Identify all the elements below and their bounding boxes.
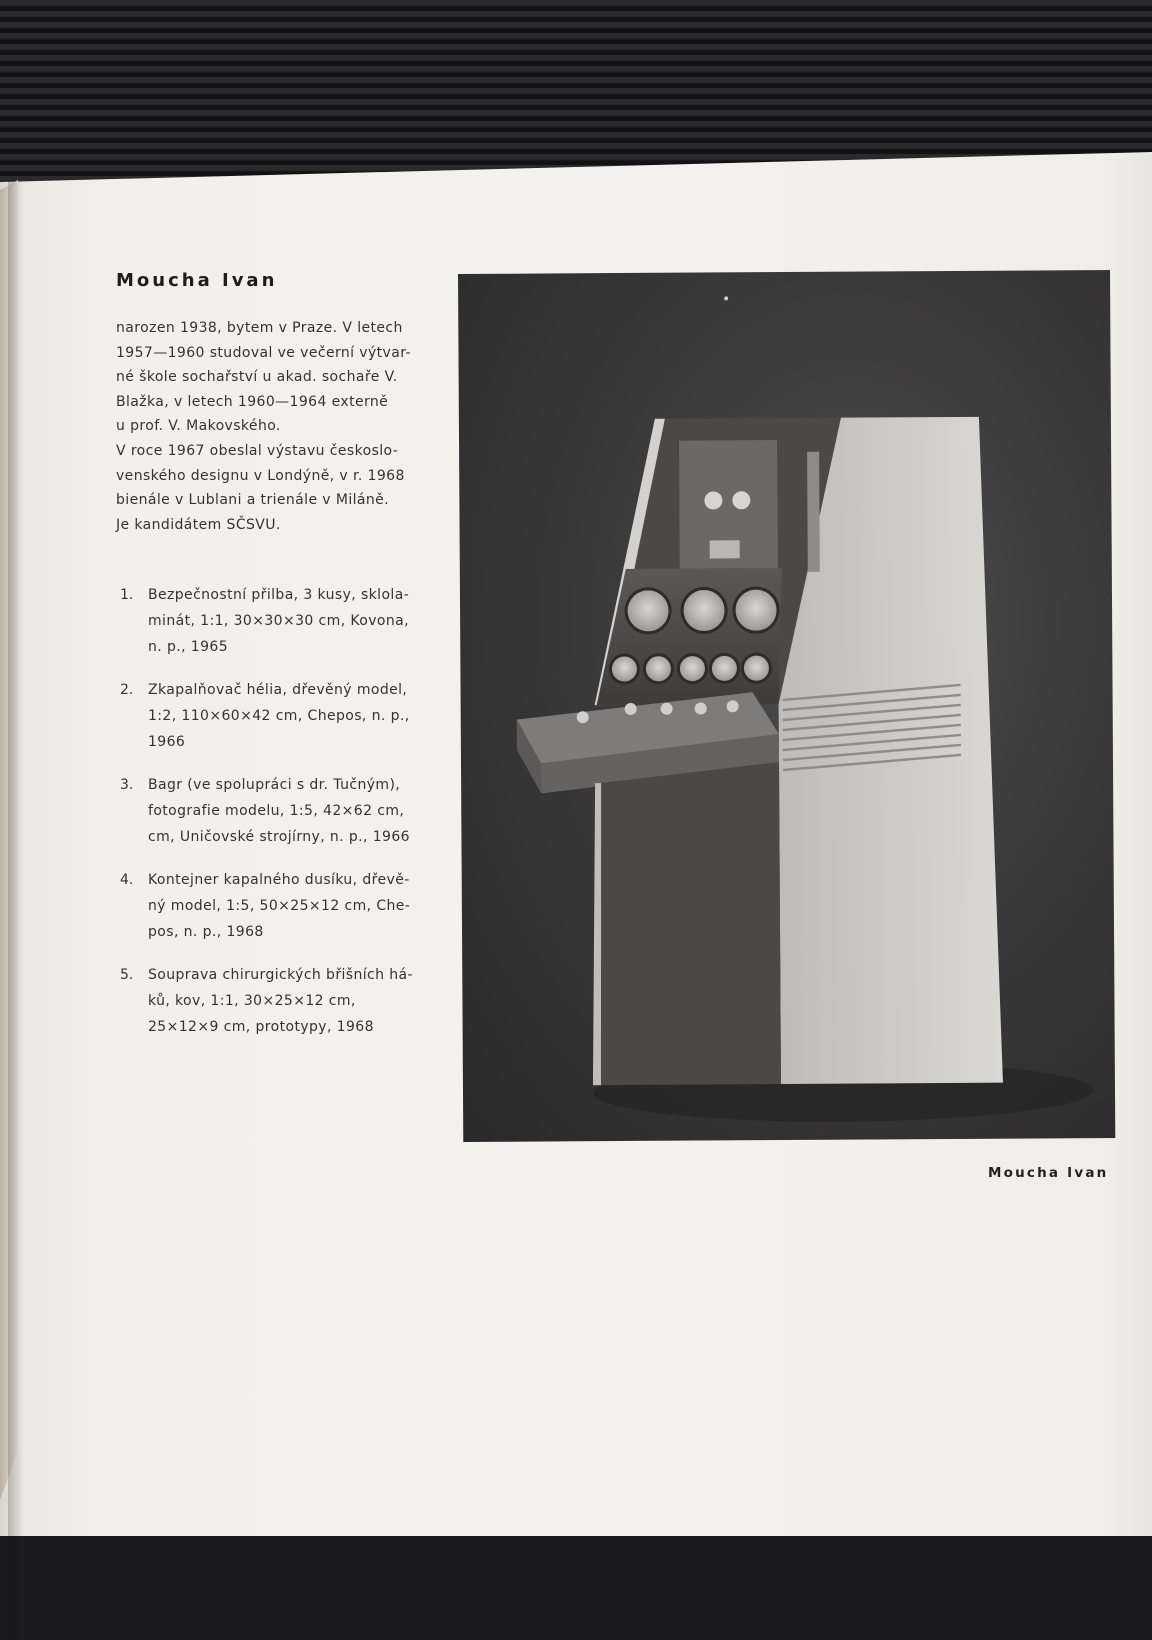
work-number: 3. — [120, 777, 134, 793]
bio-line: u prof. V. Makovského. — [116, 418, 281, 435]
work-line: Kontejner kapalného dusíku, dřevě- — [148, 872, 410, 888]
work-item — [116, 677, 441, 755]
gauge-icon — [626, 589, 670, 633]
photo-caption: Moucha Ivan — [988, 1165, 1109, 1181]
bio-line: bienále v Lublani a trienále v Miláně. — [116, 492, 390, 509]
work-number: 5. — [120, 967, 134, 983]
work-item — [116, 772, 441, 850]
upper-knob-icon — [704, 491, 722, 509]
dust-speck — [724, 296, 728, 300]
work-item — [116, 962, 441, 1040]
bio-line: 1957—1960 studoval ve večerní výtvar- — [116, 344, 411, 361]
photo-illustration — [458, 270, 1115, 1142]
author-heading: Moucha Ivan — [116, 270, 278, 291]
gauge-icon — [682, 588, 726, 632]
small-gauge-icon — [678, 654, 706, 682]
desk-knob-icon — [695, 702, 707, 714]
work-line: Zkapalňovač hélia, dřevěný model, — [148, 682, 408, 698]
work-line: minát, 1:1, 30×30×30 cm, Kovona, — [148, 613, 409, 629]
work-line: cm, Uničovské strojírny, n. p., 1966 — [148, 829, 410, 845]
small-gauge-icon — [644, 655, 672, 683]
work-line: ný model, 1:5, 50×25×12 cm, Che- — [148, 898, 411, 914]
work-line: ků, kov, 1:1, 30×25×12 cm, — [148, 993, 356, 1009]
work-line: Bagr (ve spolupráci s dr. Tučným), — [148, 777, 401, 793]
desk-knob-icon — [625, 703, 637, 715]
work-line: Bezpečnostní přilba, 3 kusy, sklola- — [148, 587, 410, 603]
work-line: pos, n. p., 1968 — [148, 924, 264, 940]
toggle-switch-icon — [710, 540, 740, 558]
work-line: 1966 — [148, 734, 186, 750]
work-line: n. p., 1965 — [148, 639, 229, 655]
work-line: 1:2, 110×60×42 cm, Chepos, n. p., — [148, 708, 410, 724]
work-line: Souprava chirurgických břišních há- — [148, 967, 413, 983]
bio-line: Blažka, v letech 1960—1964 externě — [116, 393, 389, 410]
desk-knob-icon — [661, 703, 673, 715]
cabinet-base — [591, 762, 781, 1085]
console-cabinet-photo — [458, 270, 1115, 1142]
work-line: fotografie modelu, 1:5, 42×62 cm, — [148, 803, 405, 819]
work-number: 2. — [120, 682, 134, 698]
work-number: 1. — [120, 587, 134, 603]
indicator-strip — [807, 452, 820, 572]
small-gauge-icon — [742, 654, 770, 682]
bio-line: V roce 1967 obeslal výstavu českoslo- — [116, 442, 399, 459]
work-item — [116, 582, 441, 660]
small-gauge-icon — [610, 655, 638, 683]
works-list — [116, 582, 441, 1057]
work-item — [116, 867, 441, 945]
bio-line: venského designu v Londýně, v r. 1968 — [116, 467, 405, 484]
bio-line: narozen 1938, bytem v Praze. V letech — [116, 320, 403, 336]
bio-line: né škole sochařství u akad. sochaře V. — [116, 369, 398, 386]
desk-knob-icon — [577, 711, 589, 723]
author-biography — [116, 316, 421, 537]
desk-knob-icon — [727, 700, 739, 712]
bio-line: Je kandidátem SČSVU. — [116, 516, 281, 533]
upper-knob-icon — [732, 491, 750, 509]
small-gauge-icon — [710, 654, 738, 682]
work-line: 25×12×9 cm, prototypy, 1968 — [148, 1019, 374, 1035]
gauge-icon — [734, 588, 778, 632]
work-number: 4. — [120, 872, 134, 888]
